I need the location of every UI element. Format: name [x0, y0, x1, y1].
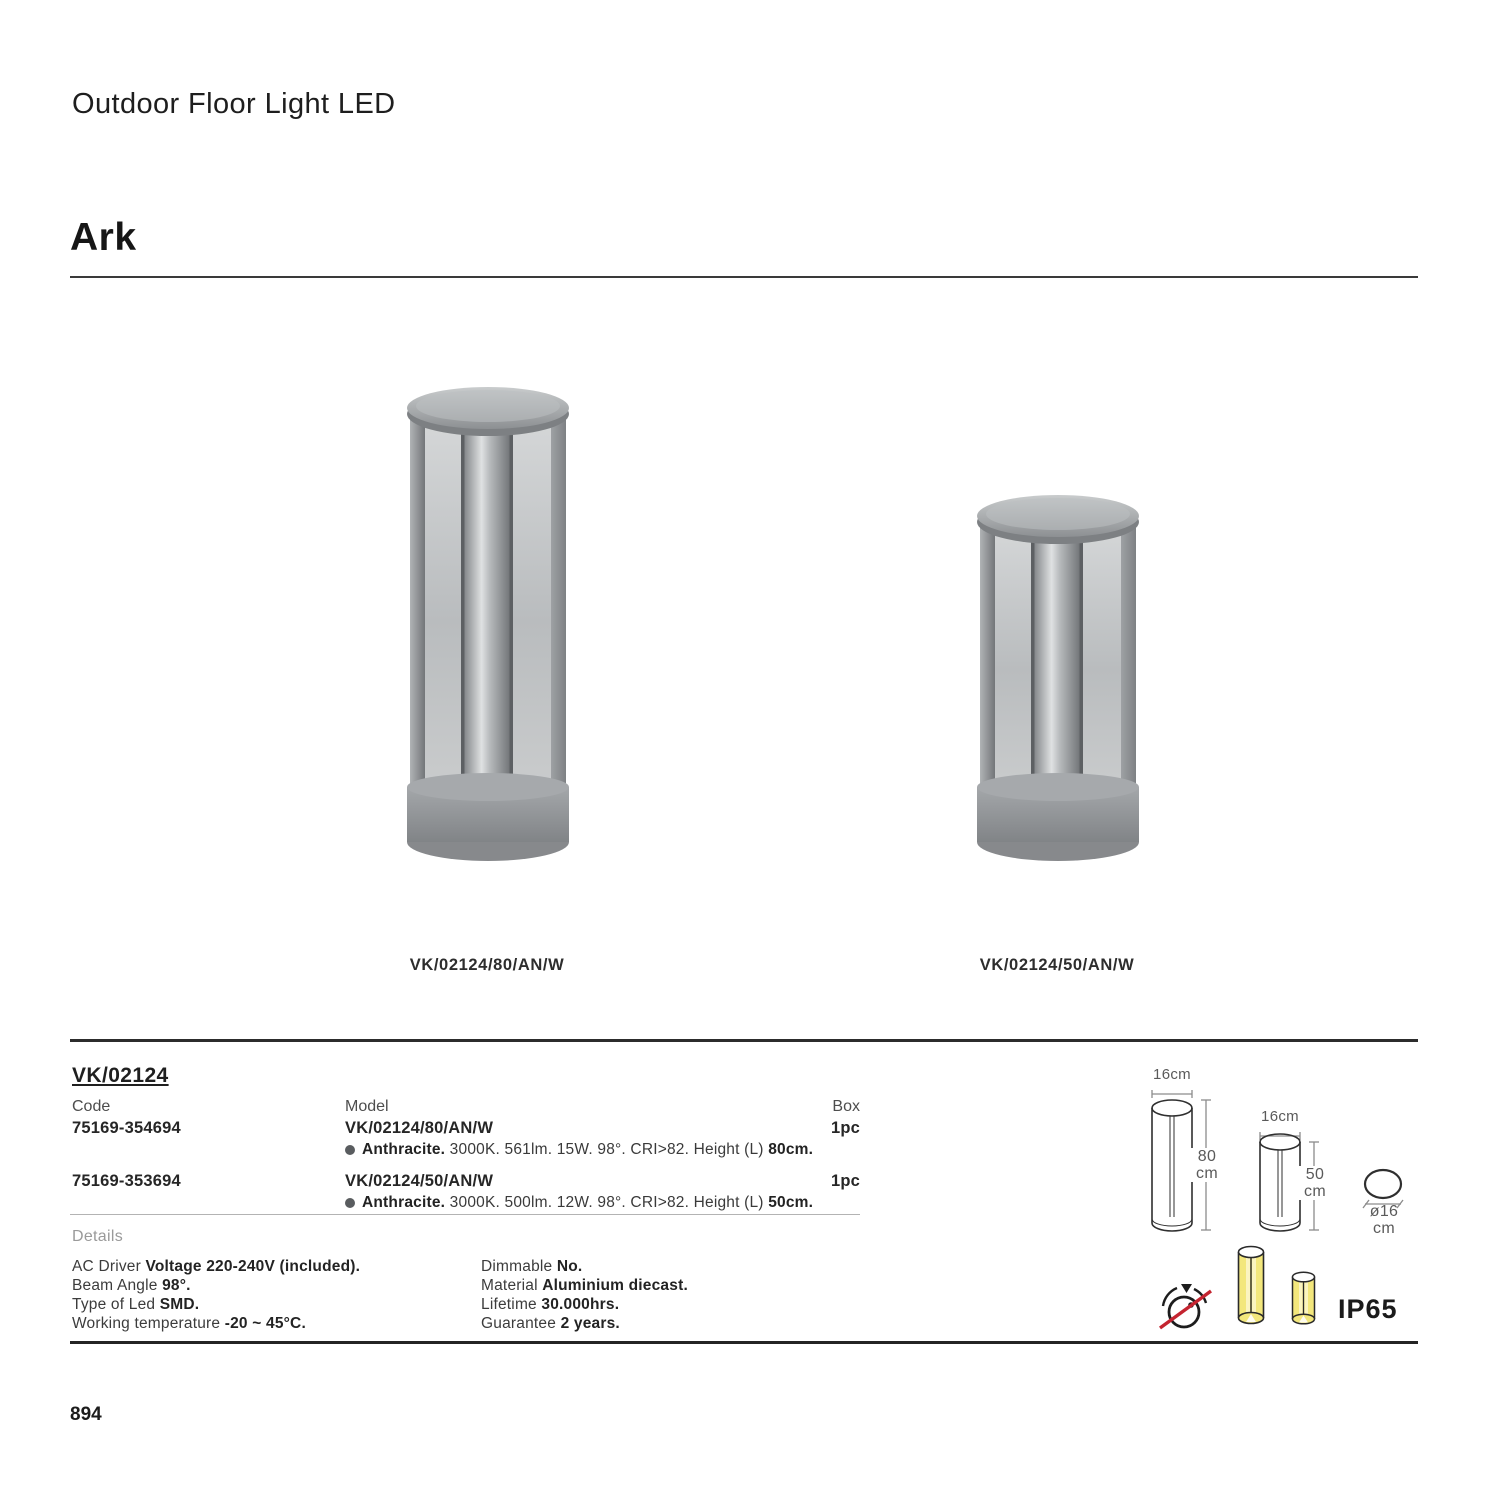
product-caption-80cm: VK/02124/80/AN/W: [409, 956, 565, 974]
product-series-title: Ark: [70, 216, 137, 259]
row-description: [345, 1194, 813, 1212]
ip-rating-badge: IP65: [1338, 1294, 1398, 1324]
column-header-model: Model: [345, 1098, 389, 1115]
anthracite-color-dot-icon: [345, 1145, 355, 1155]
height-value: 50cm.: [768, 1194, 814, 1211]
finish-name: Anthracite.: [362, 1141, 446, 1158]
row-box: 1pc: [830, 1172, 860, 1190]
details-divider: [70, 1214, 860, 1215]
detail-line: Dimmable No.: [481, 1258, 583, 1275]
category-title: Outdoor Floor Light LED: [72, 88, 396, 120]
illuminated-bollard-short-icon: [1291, 1271, 1316, 1325]
dim-height-label-80: 80 cm: [1189, 1148, 1225, 1182]
no-dimmer-icon: [1158, 1280, 1214, 1332]
height-value: 80cm.: [768, 1141, 814, 1158]
finish-name: Anthracite.: [362, 1194, 446, 1211]
family-code: VK/02124: [72, 1064, 169, 1087]
detail-line: AC Driver Voltage 220-240V (included).: [72, 1258, 361, 1275]
anthracite-color-dot-icon: [345, 1198, 355, 1208]
section-bottom-rule: [70, 1341, 1418, 1344]
detail-line: Type of Led SMD.: [72, 1296, 200, 1313]
detail-line: Lifetime 30.000hrs.: [481, 1296, 620, 1313]
row-code: 75169-354694: [72, 1119, 181, 1137]
row-code: 75169-353694: [72, 1172, 181, 1190]
detail-line: Beam Angle 98°.: [72, 1277, 191, 1294]
dim-height-label-50: 50 cm: [1297, 1166, 1333, 1200]
detail-line: Working temperature -20 ~ 45°C.: [72, 1315, 306, 1332]
dim-diameter-label: ø16 cm: [1369, 1203, 1399, 1237]
page-number: 894: [70, 1404, 102, 1425]
dim-width-label-80: 16cm: [1153, 1066, 1191, 1083]
spec-section-top-rule: [70, 1039, 1418, 1042]
detail-line: Guarantee 2 years.: [481, 1315, 620, 1332]
column-header-box: Box: [832, 1098, 860, 1115]
product-photo-50cm: [975, 493, 1141, 863]
divider-under-title: [70, 276, 1418, 278]
illuminated-bollard-tall-icon: [1237, 1245, 1265, 1325]
column-header-code: Code: [72, 1098, 111, 1115]
details-title: Details: [72, 1228, 124, 1245]
row-model: VK/02124/80/AN/W: [345, 1119, 494, 1137]
tech-specs: 3000K. 500lm. 12W. 98°. CRI>82. Height (L): [445, 1194, 769, 1211]
row-box: 1pc: [830, 1119, 860, 1137]
detail-line: Material Aluminium diecast.: [481, 1277, 688, 1294]
product-photo-80cm: [405, 385, 571, 863]
dim-width-label-50: 16cm: [1261, 1108, 1299, 1125]
row-description: [345, 1141, 813, 1159]
row-model: VK/02124/50/AN/W: [345, 1172, 494, 1190]
tech-specs: 3000K. 561lm. 15W. 98°. CRI>82. Height (L): [445, 1141, 769, 1158]
product-caption-50cm: VK/02124/50/AN/W: [979, 956, 1135, 974]
